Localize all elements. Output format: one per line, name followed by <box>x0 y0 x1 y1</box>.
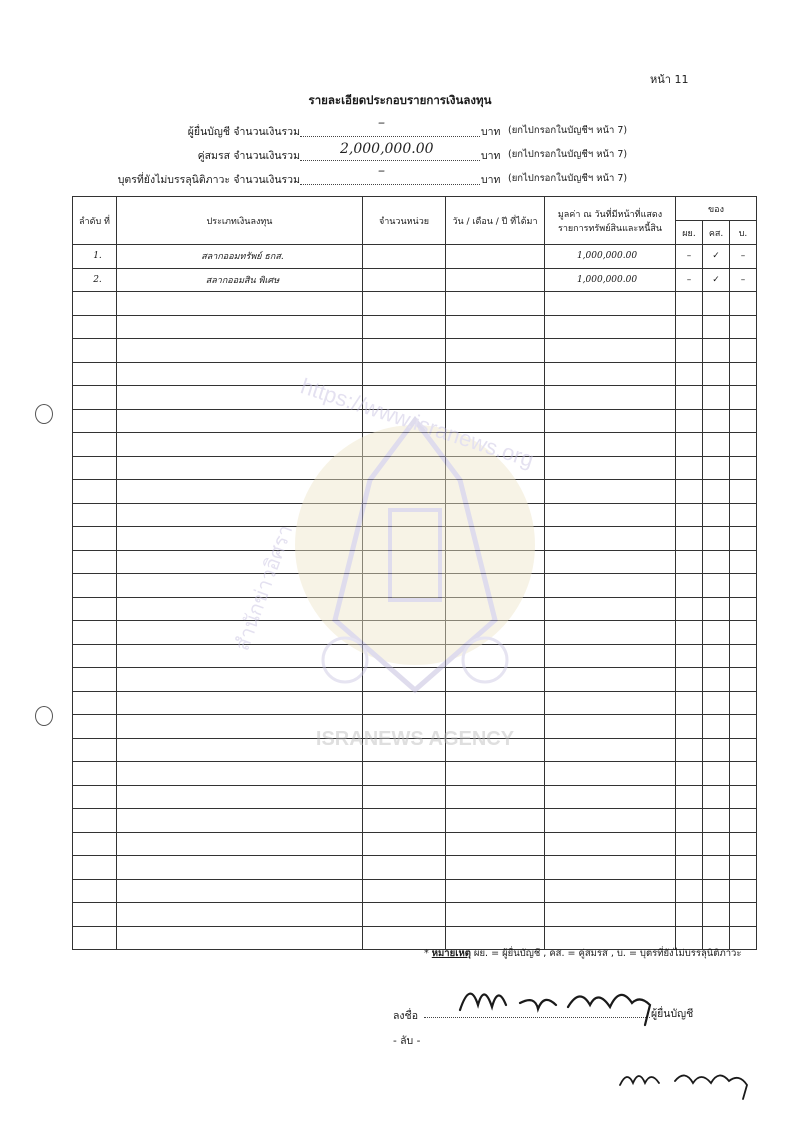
row-owner-spouse-empty <box>703 292 730 316</box>
table-row-empty <box>73 856 757 880</box>
row-date-empty <box>446 762 545 786</box>
row-no-empty <box>73 903 117 927</box>
header-owner: ของ <box>676 197 757 221</box>
row-no-empty <box>73 785 117 809</box>
row-owner-filer-empty <box>676 903 703 927</box>
row-value-empty <box>545 809 676 833</box>
row-no-empty <box>73 926 117 950</box>
watermark-brand: ISRANEWS AGENCY <box>315 728 515 750</box>
summary-amount: – <box>378 163 385 179</box>
initials-signature <box>615 1055 765 1105</box>
row-owner-spouse-empty <box>703 503 730 527</box>
summary-label: บุตรที่ยังไม่บรรลุนิติภาวะ จำนวนเงินรวม <box>117 174 300 186</box>
row-value-empty <box>545 315 676 339</box>
row-owner-child-empty <box>730 386 757 410</box>
row-owner-child-empty <box>730 597 757 621</box>
row-value: 1,000,000.00 <box>545 245 676 269</box>
row-type-empty <box>117 856 363 880</box>
table-row-empty <box>73 809 757 833</box>
row-owner-spouse-empty <box>703 715 730 739</box>
row-owner-filer-empty <box>676 574 703 598</box>
row-date-empty <box>446 879 545 903</box>
row-owner-spouse-empty <box>703 903 730 927</box>
summary-label: คู่สมรส จำนวนเงินรวม <box>197 150 300 162</box>
summary-unit: บาท <box>481 174 501 186</box>
row-value: 1,000,000.00 <box>545 268 676 292</box>
row-type-empty <box>117 809 363 833</box>
row-owner-filer-empty <box>676 362 703 386</box>
row-owner-child-empty <box>730 292 757 316</box>
row-value-empty <box>545 785 676 809</box>
row-units-empty <box>363 785 446 809</box>
row-no-empty <box>73 409 117 433</box>
row-owner-filer-empty <box>676 621 703 645</box>
table-row-empty <box>73 292 757 316</box>
row-no-empty <box>73 715 117 739</box>
row-type-empty <box>117 879 363 903</box>
row-owner-spouse-empty <box>703 386 730 410</box>
row-no-empty <box>73 292 117 316</box>
punch-hole <box>35 706 53 726</box>
signature-name-line: - ลับ - <box>393 1035 421 1047</box>
row-no-empty <box>73 433 117 457</box>
watermark-emblem <box>229 360 580 760</box>
header-units: จำนวนหน่วย <box>363 197 446 245</box>
row-no-empty <box>73 856 117 880</box>
row-value-empty <box>545 292 676 316</box>
row-owner-filer-empty <box>676 292 703 316</box>
table-header-row <box>73 197 757 221</box>
row-owner-child-empty <box>730 903 757 927</box>
row-owner-spouse: ✓ <box>703 245 730 269</box>
row-no-empty <box>73 738 117 762</box>
table-row-empty <box>73 832 757 856</box>
row-owner-spouse-empty <box>703 409 730 433</box>
row-owner-child-empty <box>730 738 757 762</box>
row-owner-spouse-empty <box>703 691 730 715</box>
header-value: มูลค่า ณ วันที่มีหน้าที่แสดง รายการทรัพย์สินและหนี้สิน <box>545 197 676 245</box>
row-units-empty <box>363 339 446 363</box>
summary-note: (ยกไปกรอกในบัญชีฯ หน้า 7) <box>508 125 628 136</box>
watermark-wheel-right <box>463 638 507 682</box>
row-no-empty <box>73 527 117 551</box>
header-date: วัน / เดือน / ปี ที่ได้มา <box>446 197 545 245</box>
row-type-empty <box>117 339 363 363</box>
row-owner-spouse-empty <box>703 597 730 621</box>
row-owner-filer-empty <box>676 668 703 692</box>
row-date-empty <box>446 785 545 809</box>
row-units-empty <box>363 315 446 339</box>
row-owner-spouse-empty <box>703 550 730 574</box>
row-owner-child-empty <box>730 315 757 339</box>
row-owner-filer-empty <box>676 809 703 833</box>
table-row-empty <box>73 903 757 927</box>
table-row-empty <box>73 879 757 903</box>
row-owner-filer-empty <box>676 409 703 433</box>
summary-unit: บาท <box>481 126 501 138</box>
page-title: รายละเอียดประกอบรายการเงินลงทุน <box>308 93 492 107</box>
row-date <box>446 245 545 269</box>
row-no-empty <box>73 574 117 598</box>
header-owner-spouse: คส. <box>703 221 730 245</box>
row-no-empty <box>73 691 117 715</box>
row-owner-child-empty <box>730 456 757 480</box>
row-no-empty <box>73 597 117 621</box>
row-owner-child-empty <box>730 362 757 386</box>
summary-amount: – <box>378 115 385 131</box>
row-owner-spouse-empty <box>703 456 730 480</box>
row-date-empty <box>446 856 545 880</box>
row-type: สลากออมทรัพย์ ธกส. <box>117 245 363 269</box>
row-value-empty <box>545 903 676 927</box>
row-type: สลากออมสิน พิเศษ <box>117 268 363 292</box>
row-owner-child-empty <box>730 503 757 527</box>
row-owner-child-empty <box>730 809 757 833</box>
summary-dotted-line <box>300 171 480 185</box>
row-owner-spouse-empty <box>703 856 730 880</box>
row-date-empty <box>446 339 545 363</box>
row-units-empty <box>363 809 446 833</box>
row-owner-spouse-empty <box>703 480 730 504</box>
row-owner-filer-empty <box>676 715 703 739</box>
row-no-empty <box>73 480 117 504</box>
row-date-empty <box>446 903 545 927</box>
row-value-empty <box>545 339 676 363</box>
row-owner-filer-empty <box>676 315 703 339</box>
row-no: 1. <box>73 245 117 269</box>
row-owner-child-empty <box>730 691 757 715</box>
row-no-empty <box>73 456 117 480</box>
row-units-empty <box>363 903 446 927</box>
row-units <box>363 268 446 292</box>
row-type-empty <box>117 762 363 786</box>
row-owner-child-empty <box>730 550 757 574</box>
row-value-empty <box>545 879 676 903</box>
row-owner-child-empty <box>730 527 757 551</box>
row-owner-filer-empty <box>676 856 703 880</box>
row-no-empty <box>73 386 117 410</box>
row-no-empty <box>73 550 117 574</box>
summary-note: (ยกไปกรอกในบัญชีฯ หน้า 7) <box>508 149 628 160</box>
row-owner-filer-empty <box>676 456 703 480</box>
summary-label: ผู้ยื่นบัญชี จำนวนเงินรวม <box>187 126 300 138</box>
row-owner-child-empty <box>730 574 757 598</box>
row-owner-filer-empty <box>676 879 703 903</box>
row-owner-spouse-empty <box>703 762 730 786</box>
row-owner-child-empty <box>730 832 757 856</box>
row-owner-spouse-empty <box>703 339 730 363</box>
row-owner-spouse-empty <box>703 738 730 762</box>
row-owner-spouse-empty <box>703 315 730 339</box>
row-type-empty <box>117 315 363 339</box>
header-type: ประเภทเงินลงทุน <box>117 197 363 245</box>
row-type-empty <box>117 785 363 809</box>
row-owner-filer: – <box>676 268 703 292</box>
row-owner-spouse-empty <box>703 832 730 856</box>
row-owner-child-empty <box>730 856 757 880</box>
row-owner-spouse-empty <box>703 785 730 809</box>
row-date-empty <box>446 292 545 316</box>
row-owner-child-empty <box>730 762 757 786</box>
row-no: 2. <box>73 268 117 292</box>
row-units-empty <box>363 879 446 903</box>
header-owner-child: บ. <box>730 221 757 245</box>
row-owner-child-empty <box>730 879 757 903</box>
row-units-empty <box>363 856 446 880</box>
summary-dotted-line <box>300 123 480 137</box>
row-owner-filer-empty <box>676 339 703 363</box>
row-owner-spouse-empty <box>703 433 730 457</box>
row-date-empty <box>446 315 545 339</box>
table-row-empty <box>73 762 757 786</box>
summary-unit: บาท <box>481 150 501 162</box>
row-date-empty <box>446 832 545 856</box>
table-row <box>73 245 757 269</box>
row-owner-filer-empty <box>676 386 703 410</box>
row-owner-spouse-empty <box>703 362 730 386</box>
row-owner-spouse-empty <box>703 621 730 645</box>
row-type-empty <box>117 926 363 950</box>
row-owner-filer-empty <box>676 785 703 809</box>
row-no-empty <box>73 832 117 856</box>
row-owner-filer-empty <box>676 433 703 457</box>
table-row-empty <box>73 339 757 363</box>
row-owner-child-empty <box>730 480 757 504</box>
row-owner-filer-empty <box>676 480 703 504</box>
row-owner-child: – <box>730 245 757 269</box>
table-row-empty <box>73 785 757 809</box>
row-date <box>446 268 545 292</box>
footnote-label: หมายเหตุ <box>431 948 471 959</box>
row-owner-child-empty <box>730 339 757 363</box>
table-row-empty <box>73 315 757 339</box>
row-owner-filer-empty <box>676 691 703 715</box>
row-type-empty <box>117 903 363 927</box>
watermark-url: https://www.isranews.org <box>297 373 537 473</box>
watermark-wheel-left <box>323 638 367 682</box>
row-owner-spouse-empty <box>703 809 730 833</box>
row-units-empty <box>363 292 446 316</box>
row-no-empty <box>73 339 117 363</box>
row-type-empty <box>117 292 363 316</box>
row-owner-filer-empty <box>676 527 703 551</box>
row-no-empty <box>73 503 117 527</box>
footnote <box>424 946 741 961</box>
summary-note: (ยกไปกรอกในบัญชีฯ หน้า 7) <box>508 173 628 184</box>
watermark-agency: สำนักข่าวอิศรา <box>229 521 298 654</box>
row-owner-child-empty <box>730 785 757 809</box>
row-owner-filer-empty <box>676 738 703 762</box>
signature-label: ลงชื่อ <box>393 1010 418 1022</box>
row-no-empty <box>73 809 117 833</box>
header-owner-filer: ผย. <box>676 221 703 245</box>
row-date-empty <box>446 809 545 833</box>
page-number: หน้า 11 <box>650 73 689 86</box>
row-owner-spouse-empty <box>703 879 730 903</box>
row-owner-child-empty <box>730 409 757 433</box>
row-units <box>363 245 446 269</box>
footnote-star: * <box>424 948 429 959</box>
row-no-empty <box>73 762 117 786</box>
row-value-empty <box>545 762 676 786</box>
footnote-text: ผย. = ผู้ยื่นบัญชี , คส. = คู่สมรส , บ. = บุตรที่ยังไม่บรรลุนิติภาวะ <box>470 948 742 959</box>
row-owner-filer-empty <box>676 832 703 856</box>
row-owner-spouse-empty <box>703 644 730 668</box>
row-owner-spouse-empty <box>703 527 730 551</box>
row-owner-filer-empty <box>676 503 703 527</box>
row-owner-child-empty <box>730 433 757 457</box>
row-owner-filer-empty <box>676 550 703 574</box>
row-no-empty <box>73 362 117 386</box>
table-row <box>73 268 757 292</box>
row-owner-filer-empty <box>676 762 703 786</box>
row-no-empty <box>73 315 117 339</box>
row-no-empty <box>73 879 117 903</box>
row-owner-spouse-empty <box>703 668 730 692</box>
row-owner-child-empty <box>730 644 757 668</box>
row-owner-filer-empty <box>676 644 703 668</box>
summary-amount: 2,000,000.00 <box>340 141 434 157</box>
row-no-empty <box>73 644 117 668</box>
row-value-empty <box>545 856 676 880</box>
row-owner-child: – <box>730 268 757 292</box>
row-owner-filer: – <box>676 245 703 269</box>
row-no-empty <box>73 621 117 645</box>
row-owner-child-empty <box>730 621 757 645</box>
row-units-empty <box>363 832 446 856</box>
signature-role: ผู้ยื่นบัญชี <box>651 1008 694 1020</box>
row-owner-spouse-empty <box>703 574 730 598</box>
row-value-empty <box>545 832 676 856</box>
row-owner-child-empty <box>730 715 757 739</box>
header-no: ลำดับ ที่ <box>73 197 117 245</box>
row-no-empty <box>73 668 117 692</box>
handwritten-signature <box>440 965 690 1035</box>
row-owner-filer-empty <box>676 597 703 621</box>
row-type-empty <box>117 832 363 856</box>
row-units-empty <box>363 762 446 786</box>
row-owner-spouse: ✓ <box>703 268 730 292</box>
punch-hole <box>35 404 53 424</box>
row-owner-child-empty <box>730 668 757 692</box>
